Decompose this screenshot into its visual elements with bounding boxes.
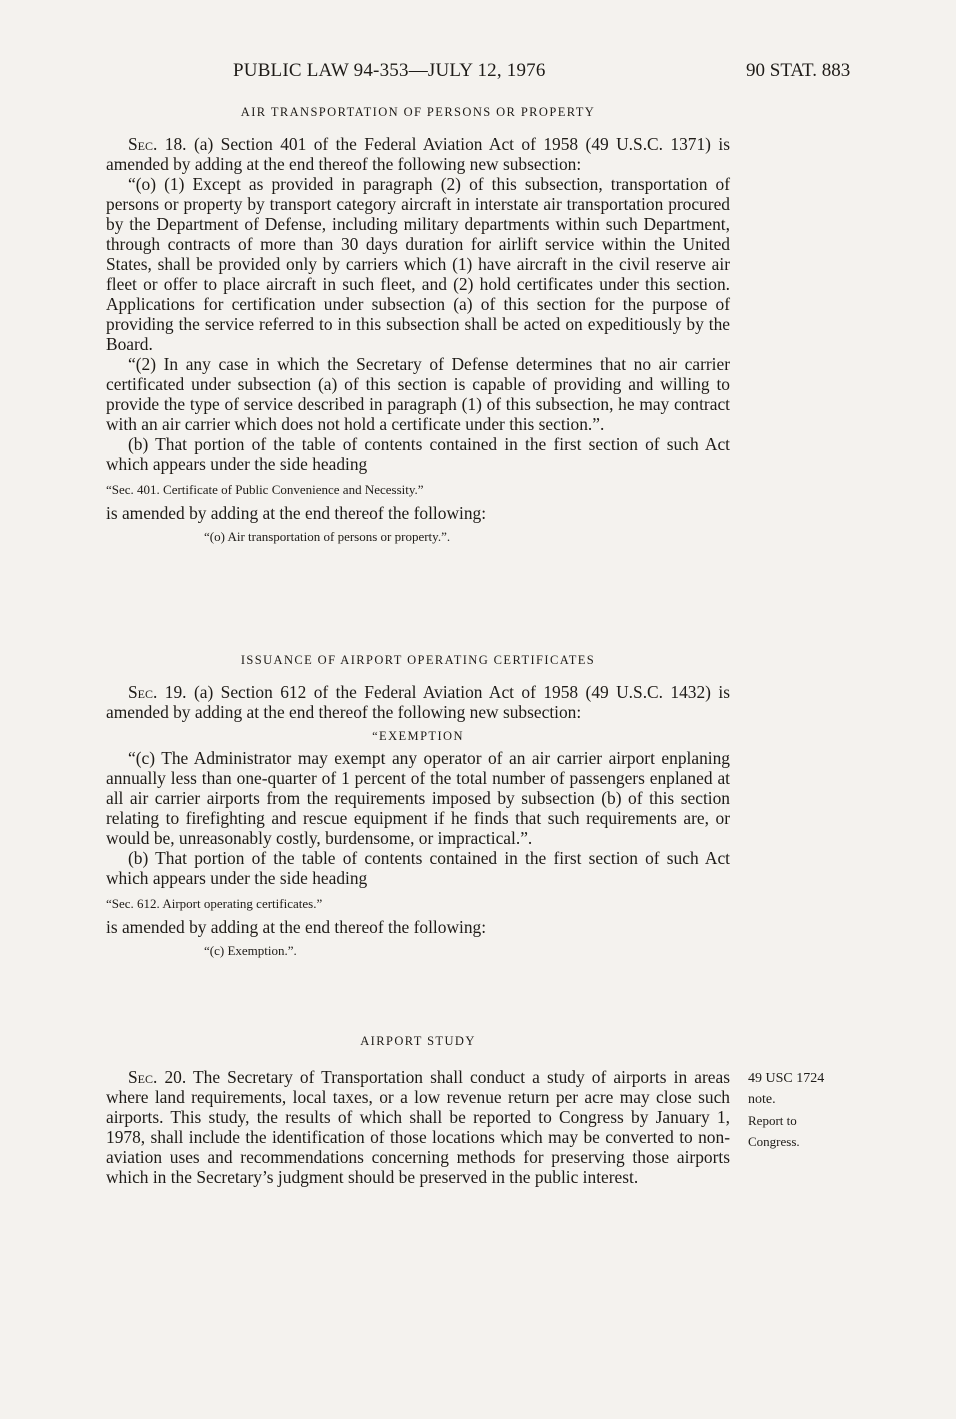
section-20 — [106, 1033, 730, 1187]
margin-note-usc-line1: 49 USC 1724 — [748, 1071, 825, 1086]
section-18-intro-text: (a) Section 401 of the Federal Aviation Act of 1958 (49 U.S.C. 1371) is amended by adding at the end thereof the following new subsection: — [106, 134, 730, 174]
section-20-heading: AIRPORT STUDY — [360, 1034, 476, 1048]
page-header-stat: 90 STAT. 883 — [746, 60, 851, 81]
section-19-quote-612: “Sec. 612. Airport operating certificates.” — [106, 896, 323, 911]
section-19-paragraph-c: “(c) The Administrator may exempt any operator of an air carrier airport enplaning annually less than one-quarter of 1 percent of the total number of passengers enplaned at all air carrier airports from the requirements imposed by subsection (b) of this section relating to firefighting and rescue equipment if he finds that such requirements are, or would be, unreasonably costly, burdensome, or impractical.”. — [106, 748, 730, 848]
section-19 — [106, 652, 730, 959]
section-18 — [106, 104, 730, 545]
section-19-quote-c: “(c) Exemption.”. — [204, 943, 297, 958]
section-18-paragraph-o2: “(2) In any case in which the Secretary of Defense determines that no air carrier certificated under subsection (a) of this section is capable of providing and willing to provide the type of service described in paragraph (1) of this subsection, he may contract with an air carrier which does not hold a certificate under this section.”. — [106, 354, 730, 434]
section-19-intro-text: (a) Section 612 of the Federal Aviation Act of 1958 (49 U.S.C. 1432) is amended by adding at the end thereof the following new subsection: — [106, 682, 730, 722]
section-19-paragraph-b: (b) That portion of the table of contents contained in the first section of such Act which appears under the side heading — [106, 848, 730, 888]
section-18-label: Sec. 18. — [128, 134, 187, 154]
margin-note-report-line1: Report to — [748, 1113, 797, 1128]
section-18-intro — [106, 134, 730, 174]
section-19-intro — [106, 682, 730, 722]
section-19-heading: ISSUANCE OF AIRPORT OPERATING CERTIFICATES — [240, 653, 596, 667]
section-18-paragraph-o1: “(o) (1) Except as provided in paragraph (2) of this subsection, transportation of persons or property by transport category aircraft in interstate air transportation procured by the Department of Defense, including military departments within such Department, through contracts of more than 30 days duration for airlift service within the United States, shall be provided only by carriers which (1) have aircraft in the civil reserve air fleet or offer to place aircraft in such fleet, and (2) hold certificates under this section. Applications for certification under subsection (a) of this section for the purpose of providing the service referred to in this subsection shall be acted on expeditiously by the Board. — [106, 174, 730, 354]
margin-note-usc — [748, 1068, 824, 1110]
section-18-heading: AIR TRANSPORTATION OF PERSONS OR PROPERTY — [240, 105, 596, 119]
section-19-subheading: “EXEMPTION — [372, 729, 464, 743]
margin-note-report — [748, 1110, 800, 1152]
section-20-text — [106, 1067, 730, 1187]
section-20-body: The Secretary of Transportation shall conduct a study of airports in areas where land requirements, local taxes, or a low revenue return per acre may close such airports. This study, the results of which shall be reported to Congress by January 1, 1978, shall include the identification of those locations which may be converted to non-aviation uses and recommendations concerning methods for preserving those airports which in the Secretary’s judgment should be preserved in the public interest. — [106, 1067, 730, 1187]
margin-note-usc-line2: note. — [748, 1092, 776, 1107]
section-20-label: Sec. 20. — [128, 1067, 187, 1087]
section-18-quote-401: “Sec. 401. Certificate of Public Convenience and Necessity.” — [106, 482, 424, 497]
margin-note-report-line2: Congress. — [748, 1134, 800, 1149]
section-19-label: Sec. 19. — [128, 682, 187, 702]
section-19-amended-line: is amended by adding at the end thereof the following: — [106, 917, 487, 937]
section-18-paragraph-b: (b) That portion of the table of contents contained in the first section of such Act which appears under the side heading — [106, 434, 730, 474]
section-18-amended-line: is amended by adding at the end thereof the following: — [106, 503, 487, 523]
page-header-title: PUBLIC LAW 94-353—JULY 12, 1976 — [233, 60, 546, 81]
section-18-quote-o: “(o) Air transportation of persons or property.”. — [204, 529, 451, 544]
